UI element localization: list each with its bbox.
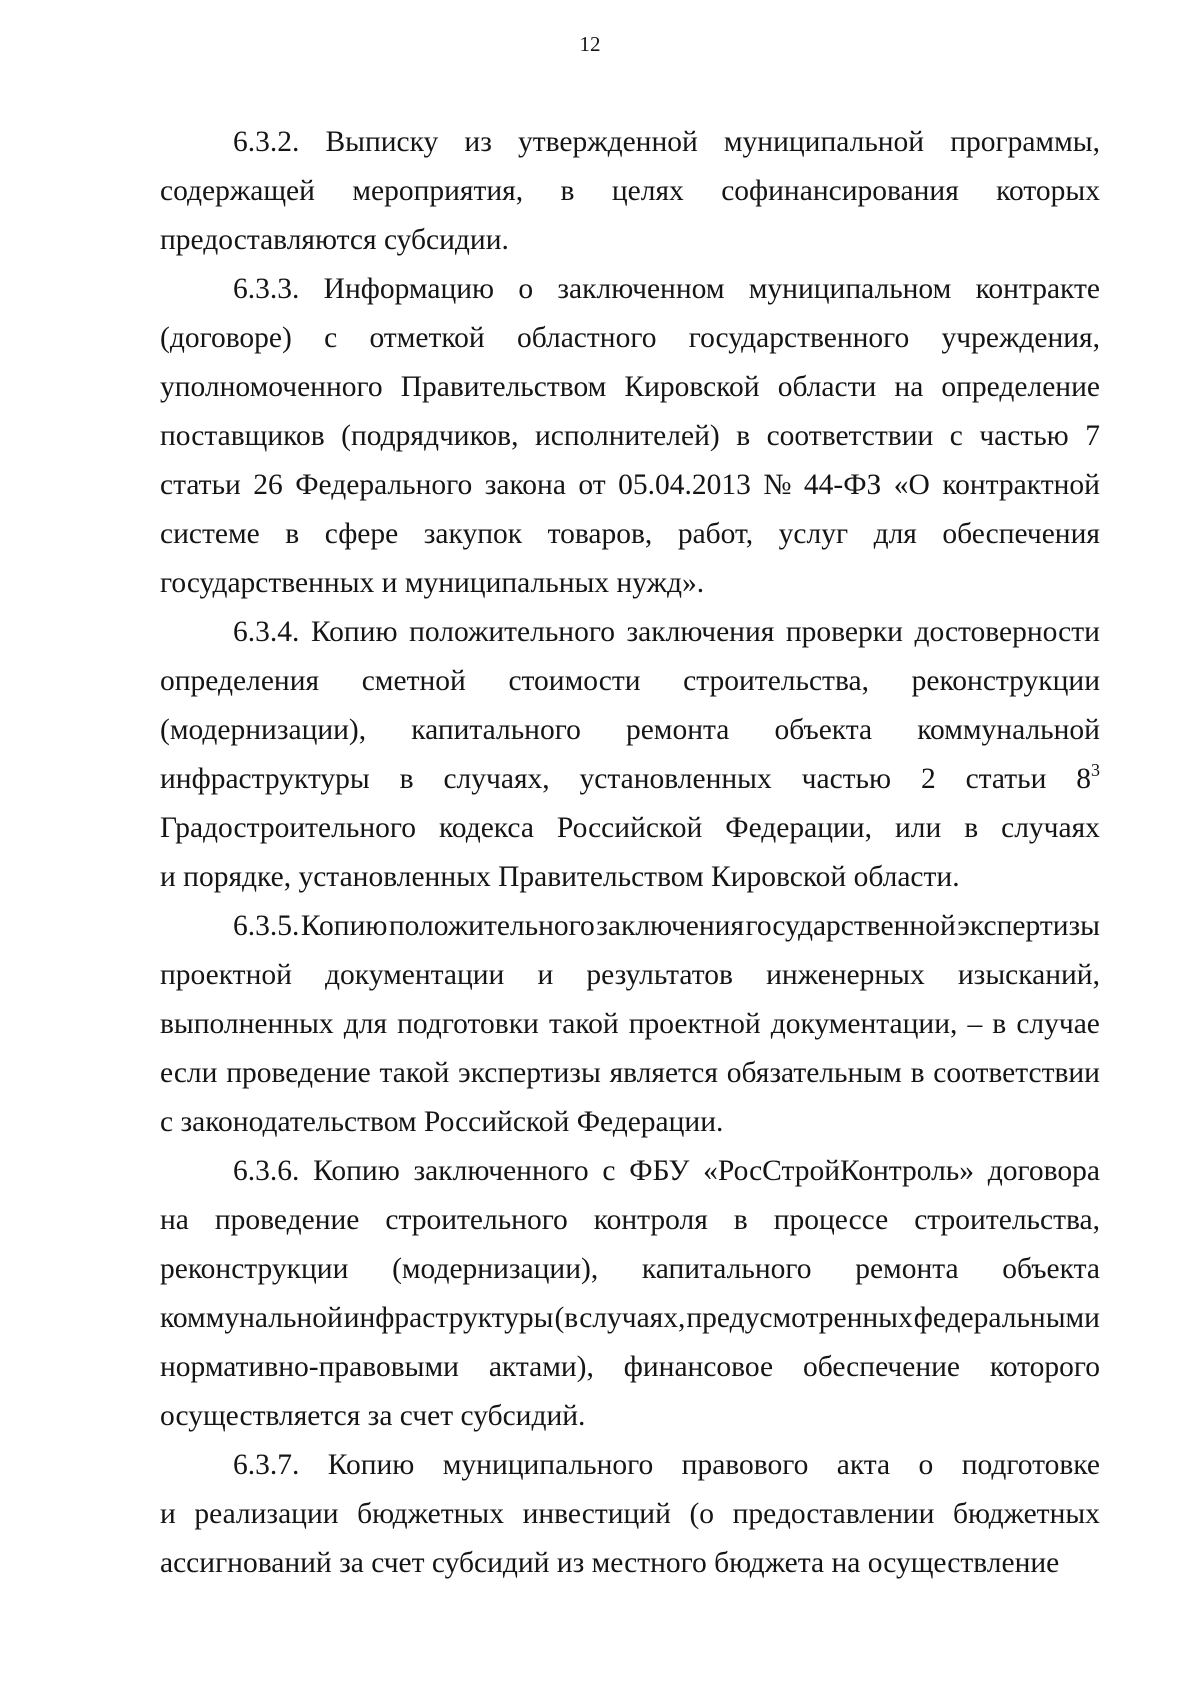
text-line: (модернизации), капитального ремонта объекта коммунальной [160,714,1100,746]
text-line: 6.3.7. Копию муниципального правового акта о подготовке [233,1449,1100,1481]
text-line: 6.3.4. Копию положительного заключения проверки достоверности [233,616,1100,648]
text-line: если проведение такой экспертизы является обязательным в соответствии [160,1057,1100,1089]
text-line: предоставляются субсидии. [160,224,509,256]
text-line: 6.3.3. Информацию о заключенном муниципальном контракте [233,273,1100,305]
text-line: (договоре) с отметкой областного государственного учреждения, [160,322,1100,354]
text-line: государственных и муниципальных нужд». [160,567,705,599]
text-line: коммунальной инфраструктуры (в случаях, предусмотренных федеральными [160,1302,1100,1334]
paragraph-6-3-7 [160,1441,1100,1588]
text-line: статьи 26 Федерального закона от 05.04.2013 № 44-ФЗ «О контрактной [160,469,1100,501]
text-line: системе в сфере закупок товаров, работ, услуг для обеспечения [160,518,1100,550]
text-line: выполненных для подготовки такой проектной документации, – в случае [160,1008,1100,1040]
text-line: уполномоченного Правительством Кировской области на определение [160,371,1100,403]
paragraph-6-3-2 [160,118,1100,265]
text-line: ассигнований за счет субсидий из местного бюджета на осуществление [160,1547,1060,1579]
text-line: содержащей мероприятия, в целях софинансирования которых [160,175,1100,207]
paragraph-6-3-5 [160,902,1100,1147]
superscript: 3 [1091,760,1100,780]
text-line: 6.3.2. Выписку из утвержденной муниципальной программы, [233,126,1100,158]
paragraph-6-3-6 [160,1147,1100,1441]
text-line: нормативно-правовыми актами), финансовое обеспечение которого [160,1351,1100,1383]
text-line: на проведение строительного контроля в процессе строительства, [160,1204,1100,1236]
text-line: реконструкции (модернизации), капитального ремонта объекта [160,1253,1100,1285]
text-line: определения сметной стоимости строительства, реконструкции [160,665,1100,697]
paragraph-6-3-4 [160,608,1100,902]
text-line: и реализации бюджетных инвестиций (о предоставлении бюджетных [160,1498,1100,1530]
paragraph-6-3-3 [160,265,1100,608]
text-line: проектной документации и результатов инженерных изысканий, [160,959,1100,991]
text-line: осуществляется за счет субсидий. [160,1400,586,1432]
text-line: поставщиков (подрядчиков, исполнителей) в соответствии с частью 7 [160,420,1100,452]
text-line: 6.3.5. Копию положительного заключения государственной экспертизы [233,910,1100,942]
page-number: 12 [579,32,601,56]
text-line: Градостроительного кодекса Российской Федерации, или в случаях [160,812,1100,844]
text-line: и порядке, установленных Правительством Кировской области. [160,861,960,893]
text-line: с законодательством Российской Федерации. [160,1106,724,1138]
text-line: инфраструктуры в случаях, установленных частью 2 статьи $8^3$ [160,760,1100,795]
text-line: 6.3.6. Копию заключенного с ФБУ «РосСтройКонтроль» договора [233,1155,1100,1187]
document-body [160,118,1100,1588]
